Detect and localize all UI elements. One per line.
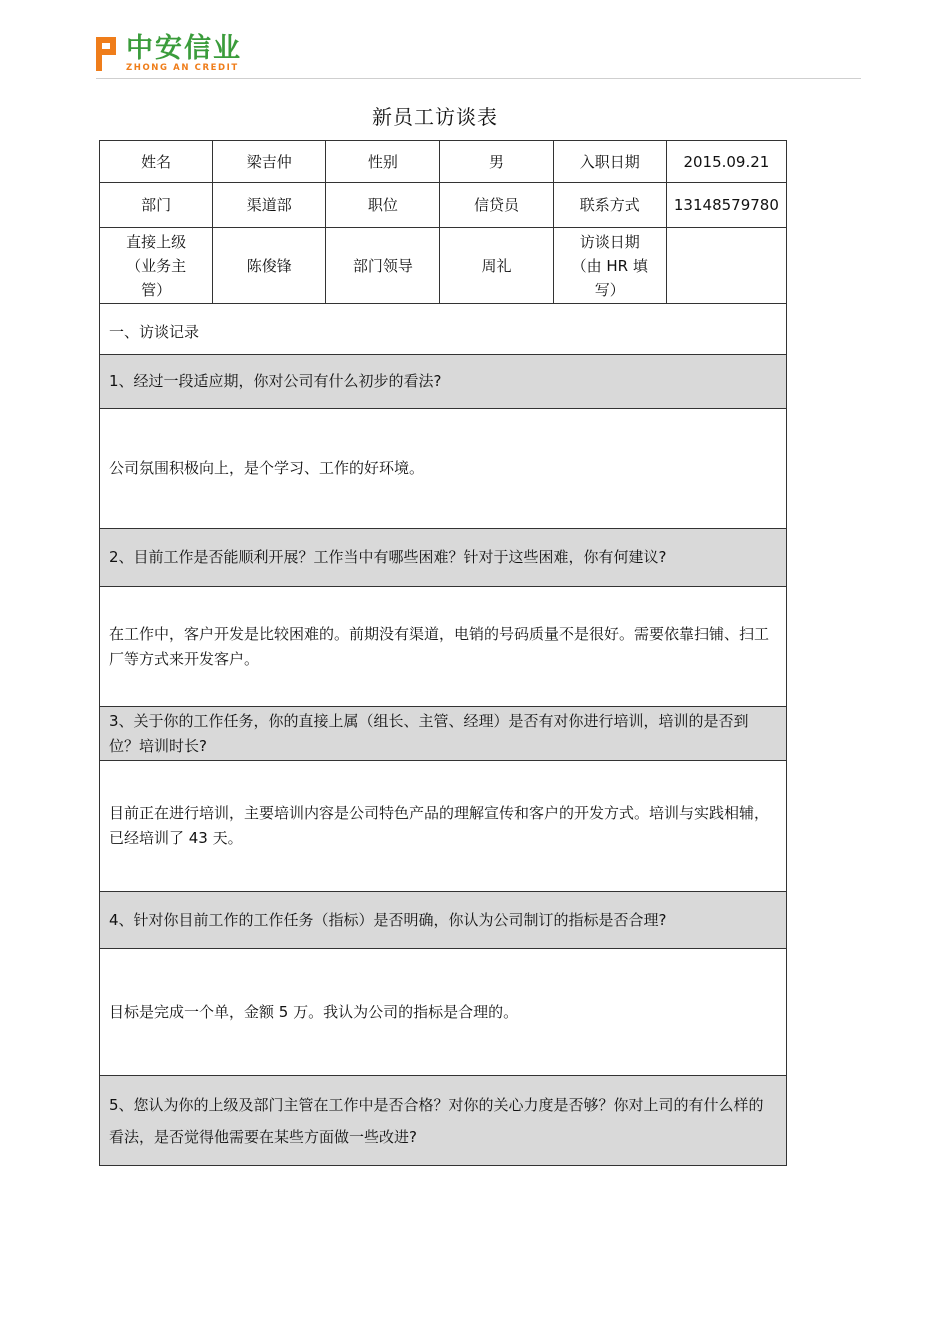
answer-4[interactable]: 目标是完成一个单，金额 5 万。我认为公司的指标是合理的。 <box>100 949 787 1076</box>
document-title: 新员工访谈表 <box>372 105 498 129</box>
question-row-2 <box>100 529 787 587</box>
answer-1[interactable]: 公司氛围积极向上，是个学习、工作的好环境。 <box>100 409 787 529</box>
company-logo <box>96 34 296 76</box>
position-label: 职位 <box>326 183 440 228</box>
answer-2[interactable]: 在工作中，客户开发是比较困难的。前期没有渠道，电销的号码质量不是很好。需要依靠扫铺、扫工厂等方式来开发客户。 <box>100 587 787 707</box>
answer-row-4 <box>100 949 787 1076</box>
contact-value: 13148579780 <box>666 183 786 228</box>
supervisor-label-line3: 管） <box>141 280 172 299</box>
supervisor-label-line2: （业务主 <box>126 256 187 275</box>
answer-row-3 <box>100 761 787 892</box>
logo-mark-icon <box>96 37 118 71</box>
interview-date-label-line3: 写） <box>594 280 625 299</box>
interview-form-table <box>99 140 787 1166</box>
position-value: 信贷员 <box>440 183 553 228</box>
logo-company-name-cn: 中安信业 <box>126 33 242 64</box>
section-title: 一、访谈记录 <box>100 304 787 355</box>
interview-date-label-line1: 访谈日期 <box>579 232 640 251</box>
question-row-4 <box>100 892 787 949</box>
question-3: 3、关于你的工作任务，你的直接上属（组长、主管、经理）是否有对你进行培训，培训的是否到位？培训时长? <box>100 707 787 761</box>
dept-value: 渠道部 <box>213 183 326 228</box>
interview-date-label <box>553 228 666 304</box>
logo-company-name-en: ZHONG AN CREDIT <box>126 63 239 73</box>
section-header-row <box>100 304 787 355</box>
header-divider <box>96 78 861 79</box>
info-row-3 <box>100 228 787 304</box>
question-row-3 <box>100 707 787 761</box>
answer-row-1 <box>100 409 787 529</box>
dept-leader-value: 周礼 <box>440 228 553 304</box>
supervisor-label-line1: 直接上级 <box>126 232 187 251</box>
supervisor-label <box>100 228 213 304</box>
question-row-5 <box>100 1076 787 1166</box>
question-1: 1、经过一段适应期，你对公司有什么初步的看法? <box>100 355 787 409</box>
question-row-1 <box>100 355 787 409</box>
supervisor-value: 陈俊锋 <box>213 228 326 304</box>
gender-value: 男 <box>440 141 553 183</box>
hire-date-value: 2015.09.21 <box>666 141 786 183</box>
info-row-2 <box>100 183 787 228</box>
question-5: 5、您认为你的上级及部门主管在工作中是否合格？对你的关心力度是否够？你对上司的有什么样的看法，是否觉得他需要在某些方面做一些改进? <box>100 1076 787 1166</box>
interview-date-label-line2: （由 HR 填 <box>571 256 648 275</box>
interview-date-value[interactable] <box>666 228 786 304</box>
dept-leader-label: 部门领导 <box>326 228 440 304</box>
contact-label: 联系方式 <box>553 183 666 228</box>
dept-label: 部门 <box>100 183 213 228</box>
gender-label: 性别 <box>326 141 440 183</box>
answer-3[interactable]: 目前正在进行培训，主要培训内容是公司特色产品的理解宣传和客户的开发方式。培训与实践相辅，已经培训了 43 天。 <box>100 761 787 892</box>
question-4: 4、针对你目前工作的工作任务（指标）是否明确，你认为公司制订的指标是否合理? <box>100 892 787 949</box>
answer-row-2 <box>100 587 787 707</box>
name-label: 姓名 <box>100 141 213 183</box>
info-row-1 <box>100 141 787 183</box>
question-2: 2、目前工作是否能顺利开展？工作当中有哪些困难？针对于这些困难，你有何建议? <box>100 529 787 587</box>
name-value: 梁吉仲 <box>213 141 326 183</box>
hire-date-label: 入职日期 <box>553 141 666 183</box>
